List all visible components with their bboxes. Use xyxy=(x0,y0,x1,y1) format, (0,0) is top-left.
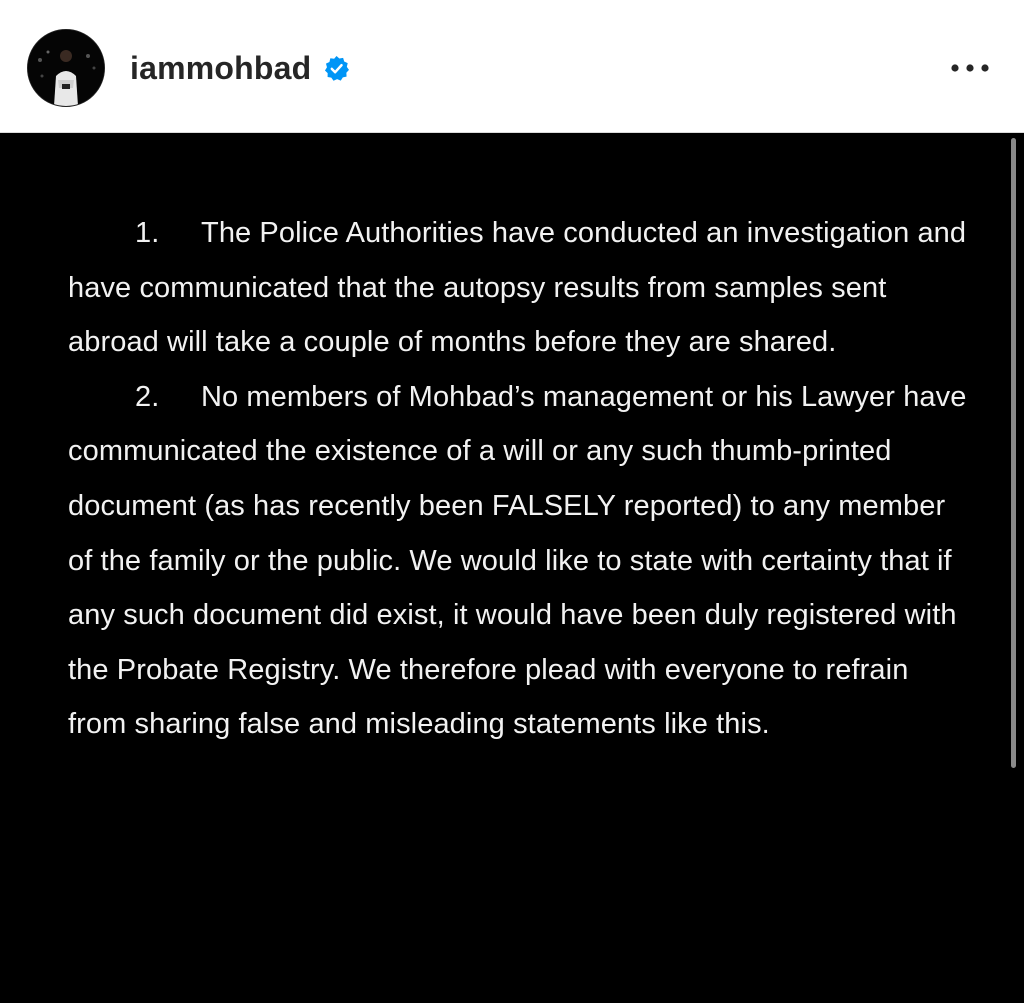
paragraph-1 xyxy=(68,206,968,370)
scrollbar[interactable] xyxy=(1011,138,1016,768)
username-link[interactable]: iammohbad xyxy=(130,49,312,86)
post-header xyxy=(0,0,1024,133)
paragraph-text: No members of Mohbad’s management or his Lawyer have communicated the existence of a will or any such thumb-printed document (as has recently been FALSELY reported) to any member of the family or the public. We would like to state with certainty that if any such document did exist, it would have been duly registered with the Probate Registry. We therefore plead with everyone to refrain from sharing false and misleading statements like this. xyxy=(68,380,967,741)
more-horizontal-icon xyxy=(949,63,991,73)
avatar-photo-icon xyxy=(28,30,104,106)
profile-avatar[interactable] xyxy=(27,29,105,107)
paragraph-2 xyxy=(68,370,968,752)
paragraph-number: 2. xyxy=(135,380,160,413)
paragraph-text: The Police Authorities have conducted an investigation and have communicated that the autopsy results from samples sent abroad will take a couple of months before they are shared. xyxy=(68,217,967,359)
more-options-button[interactable] xyxy=(946,50,994,86)
post-text xyxy=(68,206,968,752)
username-row xyxy=(130,48,350,88)
verified-badge-icon xyxy=(323,55,350,82)
paragraph-number: 1. xyxy=(135,217,160,249)
